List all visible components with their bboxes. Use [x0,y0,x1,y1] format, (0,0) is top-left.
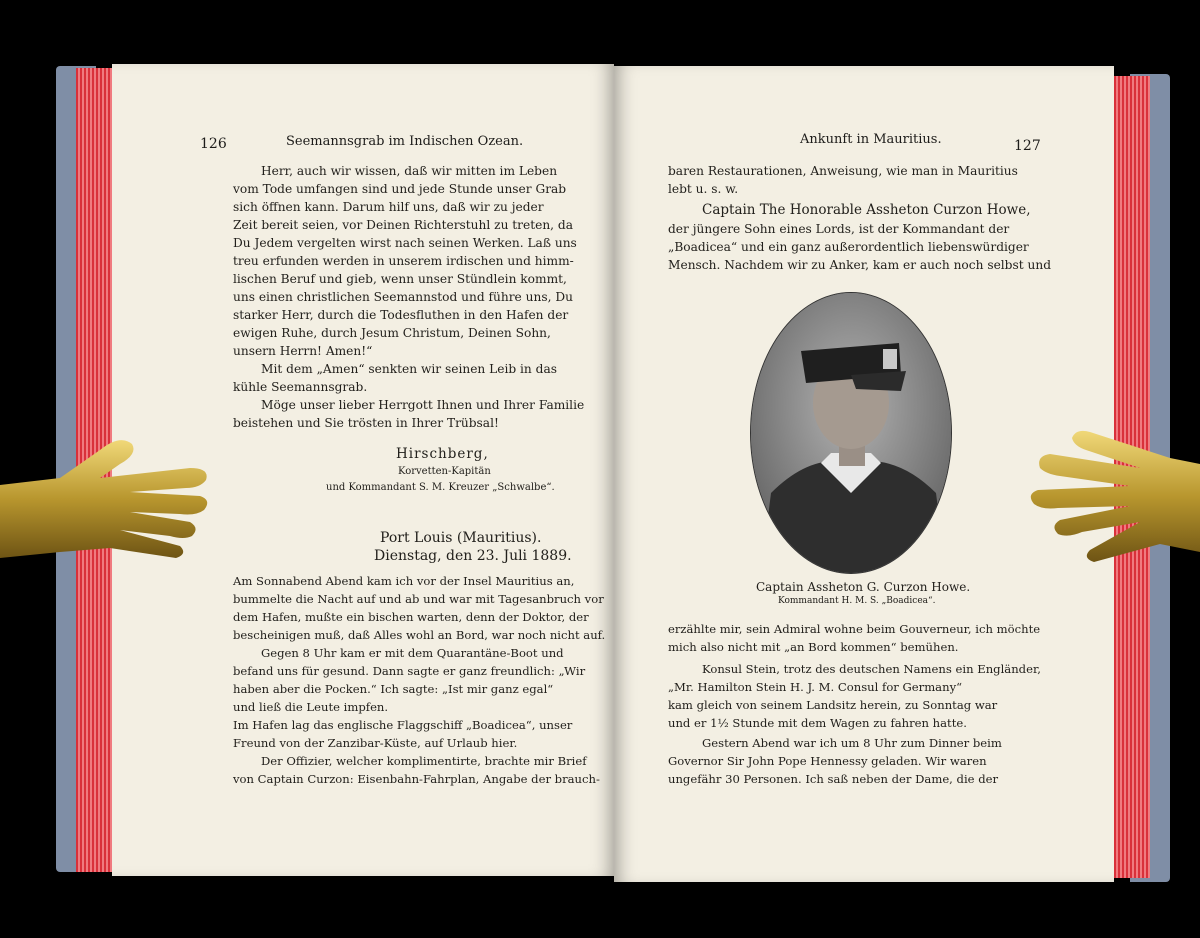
text-line: unsern Herrn! Amen!“ [233,344,373,358]
portrait-subcaption: Kommandant H. M. S. „Boadicea“. [778,596,936,606]
portrait-caption: Captain Assheton G. Curzon Howe. [756,580,971,594]
signature-name: Hirschberg, [396,446,489,462]
text-line: Zeit bereit seien, vor Deinen Richterstuhl zu treten, da [233,218,574,232]
text-line: Konsul Stein, trotz des deutschen Namens ein Engländer, [702,662,1041,676]
text-line: Gegen 8 Uhr kam er mit dem Quarantäne-Boot und [261,646,564,660]
text-line: ewigen Ruhe, durch Jesum Christum, Deinen Sohn, [233,326,551,340]
text-line: „Mr. Hamilton Stein H. J. M. Consul for Germany“ [668,680,963,694]
text-line: Am Sonnabend Abend kam ich vor der Insel Mauritius an, [233,574,575,588]
text-line: haben aber die Pocken.“ Ich sagte: „Ist mir ganz egal“ [233,682,554,696]
signature-role: und Kommandant S. M. Kreuzer „Schwalbe“. [326,482,555,493]
text-line: Mensch. Nachdem wir zu Anker, kam er auch noch selbst und [668,258,1052,272]
text-line: dem Hafen, mußte ein bischen warten, denn der Doktor, der [233,610,589,624]
text-line: und ließ die Leute impfen. [233,700,389,714]
officer-portrait-illustration [751,293,951,573]
text-line: Du Jedem vergelten wirst nach seinen Werken. Laß uns [233,236,577,250]
text-line: baren Restaurationen, Anweisung, wie man in Mauritius [668,164,1018,178]
text-line: kühle Seemannsgrab. [233,380,368,394]
text-line: mich also nicht mit „an Bord kommen“ bemühen. [668,640,959,654]
text-line: Gestern Abend war ich um 8 Uhr zum Dinner beim [702,736,1002,750]
text-line: „Boadicea“ und ein ganz außerordentlich liebenswürdiger [668,240,1029,254]
text-line: sich öffnen kann. Darum hilf uns, daß wir zu jeder [233,200,544,214]
brass-hand-right [1020,424,1200,569]
text-line: Im Hafen lag das englische Flaggschiff „Boadicea“, unser [233,718,573,732]
text-line: und er 1½ Stunde mit dem Wagen zu fahren hatte. [668,716,967,730]
text-line: lischen Beruf und gieb, wenn unser Stündlein kommt, [233,272,567,286]
text-line: der jüngere Sohn eines Lords, ist der Kommandant der [668,222,1010,236]
text-line: kam gleich von seinem Landsitz herein, zu Sonntag war [668,698,998,712]
portrait-photo [750,292,952,574]
text-line: Der Offizier, welcher komplimentirte, brachte mir Brief [261,754,587,768]
text-line: erzählte mir, sein Admiral wohne beim Gouverneur, ich möchte [668,622,1041,636]
dateline-place: Port Louis (Mauritius). [380,530,542,546]
text-line: ungefähr 30 Personen. Ich saß neben der Dame, die der [668,772,999,786]
text-line: Governor Sir John Pope Hennessy geladen. Wir waren [668,754,987,768]
text-line: vom Tode umfangen sind und jede Stunde unser Grab [233,182,567,196]
text-line: lebt u. s. w. [668,182,739,196]
text-line: bummelte die Nacht auf und ab und war mit Tagesanbruch vor [233,592,604,606]
text-line: treu erfunden werden in unserem irdischen und himm- [233,254,574,268]
text-line: befand uns für gesund. Dann sagte er ganz freundlich: „Wir [233,664,586,678]
brass-hand-left [0,430,215,580]
running-head-left: Seemannsgrab im Indischen Ozean. [286,134,524,149]
page-number-right: 127 [1014,138,1041,154]
text-line: von Captain Curzon: Eisenbahn-Fahrplan, Angabe der brauch- [233,772,600,786]
running-head-right: Ankunft in Mauritius. [800,132,942,147]
dateline-date: Dienstag, den 23. Juli 1889. [374,548,572,564]
text-line: Möge unser lieber Herrgott Ihnen und Ihrer Familie [261,398,585,412]
page-number-left: 126 [200,136,227,152]
text-line: beistehen und Sie trösten in Ihrer Trübsal! [233,416,499,430]
text-line: starker Herr, durch die Todesfluthen in den Hafen der [233,308,569,322]
signature-title: Korvetten-Kapitän [398,466,491,477]
text-line: Captain The Honorable Assheton Curzon Howe, [702,202,1031,218]
text-line: Freund von der Zanzibar-Küste, auf Urlaub hier. [233,736,518,750]
text-line: uns einen christlichen Seemannstod und führe uns, Du [233,290,573,304]
text-line: Mit dem „Amen“ senkten wir seinen Leib in das [261,362,557,376]
text-line: Herr, auch wir wissen, daß wir mitten im Leben [261,164,558,178]
text-line: bescheinigen muß, daß Alles wohl an Bord, war noch nicht auf. [233,628,606,642]
